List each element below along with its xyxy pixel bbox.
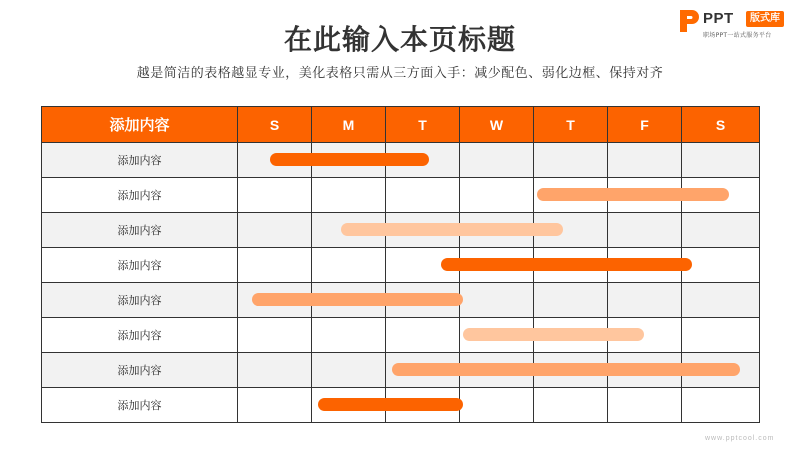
day-cell: [682, 283, 760, 318]
day-cell: [238, 318, 312, 353]
day-cell: [460, 213, 534, 248]
table-row: [42, 143, 760, 178]
page-subtitle: 越是简洁的表格越显专业，美化表格只需从三方面入手：减少配色、弱化边框、保持对齐: [136, 66, 664, 81]
day-cell: [534, 213, 608, 248]
table-row: [42, 248, 760, 283]
day-cell: [608, 178, 682, 213]
day-header-sat: S: [682, 107, 760, 143]
day-cell: [608, 213, 682, 248]
day-cell: [534, 353, 608, 388]
day-cell: [682, 213, 760, 248]
logo-badge: 版式库: [746, 11, 784, 27]
day-cell: [460, 283, 534, 318]
day-cell: [386, 248, 460, 283]
day-cell: [682, 388, 760, 423]
day-cell: [460, 318, 534, 353]
watermark: www.pptcool.com: [705, 435, 775, 442]
gantt-header-label: 添加内容: [42, 107, 238, 143]
day-cell: [238, 388, 312, 423]
day-cell: [534, 283, 608, 318]
day-header-sun: S: [238, 107, 312, 143]
day-header-fri: F: [608, 107, 682, 143]
day-header-tue: T: [386, 107, 460, 143]
logo-slogan: 职场PPT一站式服务平台: [703, 32, 772, 39]
day-cell: [386, 388, 460, 423]
day-cell: [460, 143, 534, 178]
day-cell: [312, 318, 386, 353]
day-cell: [608, 318, 682, 353]
page-title: 在此输入本页标题: [283, 23, 516, 56]
ppt-logo-icon: [678, 8, 700, 34]
row-label: 添加内容: [42, 318, 238, 353]
row-label: 添加内容: [42, 353, 238, 388]
day-cell: [534, 388, 608, 423]
table-row: [42, 283, 760, 318]
day-cell: [238, 213, 312, 248]
day-cell: [386, 143, 460, 178]
day-cell: [460, 353, 534, 388]
day-cell: [534, 248, 608, 283]
day-cell: [238, 143, 312, 178]
day-header-mon: M: [312, 107, 386, 143]
gantt-header-row: [42, 107, 760, 143]
day-cell: [682, 143, 760, 178]
day-cell: [312, 178, 386, 213]
day-cell: [312, 213, 386, 248]
day-cell: [386, 318, 460, 353]
row-label: 添加内容: [42, 178, 238, 213]
day-cell: [312, 388, 386, 423]
day-cell: [608, 143, 682, 178]
day-cell: [682, 248, 760, 283]
day-cell: [682, 178, 760, 213]
day-cell: [608, 353, 682, 388]
day-cell: [608, 388, 682, 423]
row-label: 添加内容: [42, 143, 238, 178]
row-label: 添加内容: [42, 283, 238, 318]
table-row: [42, 318, 760, 353]
day-cell: [608, 248, 682, 283]
day-cell: [534, 143, 608, 178]
day-cell: [238, 248, 312, 283]
table-row: [42, 388, 760, 423]
day-cell: [238, 353, 312, 388]
table-row: [42, 213, 760, 248]
day-cell: [534, 318, 608, 353]
brand-logo: [678, 8, 796, 40]
table-row: [42, 353, 760, 388]
day-cell: [534, 178, 608, 213]
day-cell: [238, 178, 312, 213]
day-header-thu: T: [534, 107, 608, 143]
day-cell: [460, 178, 534, 213]
day-cell: [312, 283, 386, 318]
row-label: 添加内容: [42, 213, 238, 248]
day-cell: [238, 283, 312, 318]
day-cell: [608, 283, 682, 318]
day-header-wed: W: [460, 107, 534, 143]
day-cell: [312, 248, 386, 283]
day-cell: [682, 353, 760, 388]
day-cell: [386, 178, 460, 213]
row-label: 添加内容: [42, 388, 238, 423]
day-cell: [386, 283, 460, 318]
row-label: 添加内容: [42, 248, 238, 283]
day-cell: [312, 143, 386, 178]
day-cell: [386, 213, 460, 248]
day-cell: [460, 248, 534, 283]
day-cell: [386, 353, 460, 388]
day-cell: [460, 388, 534, 423]
logo-brand-text: PPT: [703, 10, 734, 27]
day-cell: [682, 318, 760, 353]
gantt-table: [41, 106, 759, 420]
day-cell: [312, 353, 386, 388]
table-row: [42, 178, 760, 213]
